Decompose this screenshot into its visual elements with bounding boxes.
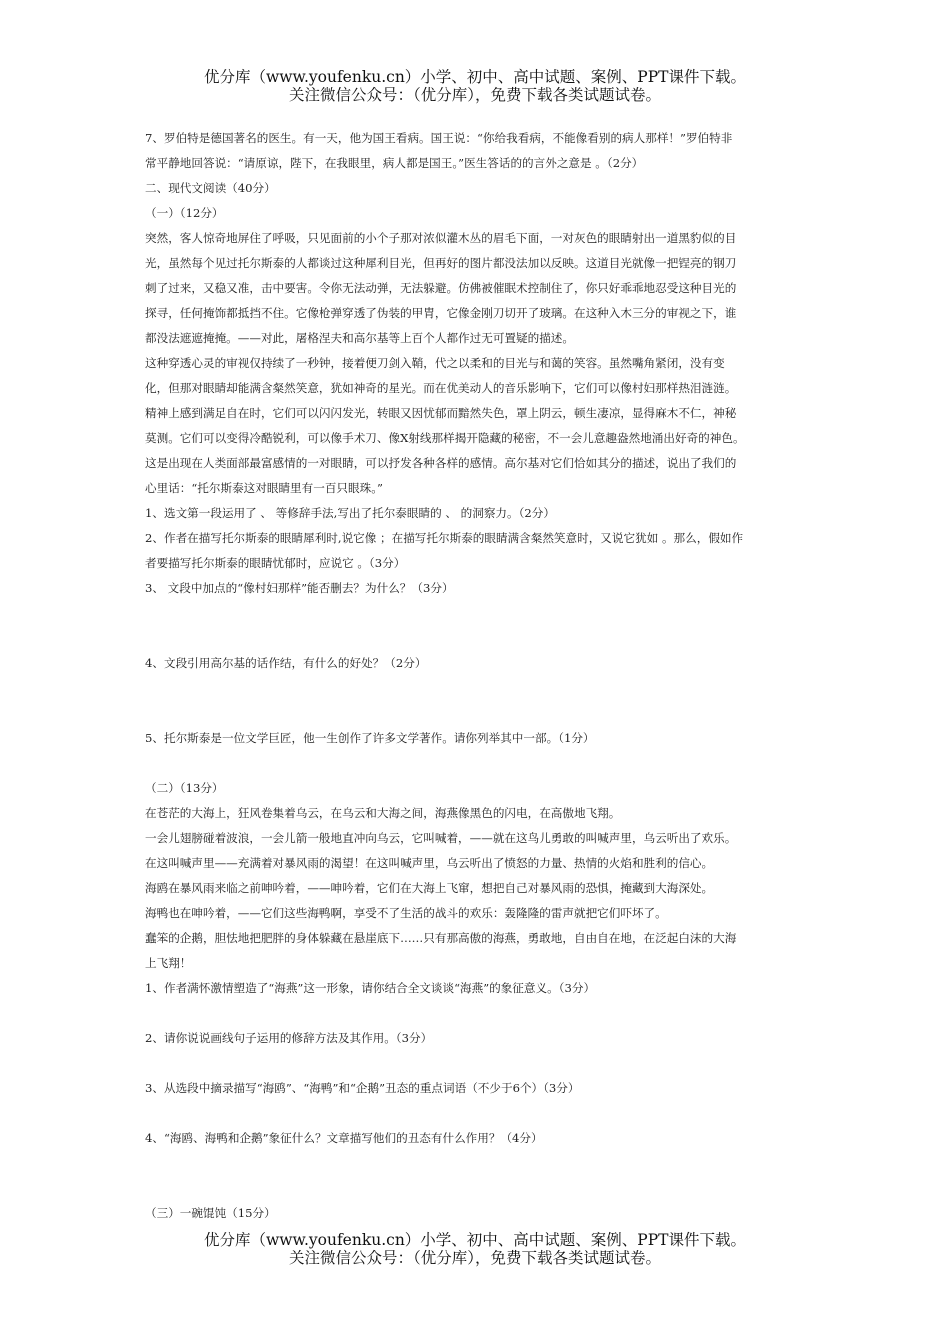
- passage1-line: 突然，客人惊奇地屏住了呼吸，只见面前的小个子那对浓似灌木丛的眉毛下面，一对灰色的眼睛射出一道黑豹似的目: [145, 231, 737, 245]
- part3-title: （三）一碗馄饨（15分）: [145, 1206, 276, 1220]
- page-footer: [0, 1231, 950, 1267]
- passage1-line: 光，虽然每个见过托尔斯泰的人都谈过这种犀利目光，但再好的图片都没法加以反映。这道目光就像一把锃亮的钢刀: [145, 256, 737, 270]
- part1-question-4: 4、文段引用高尔基的话作结，有什么的好处？（2分）: [145, 656, 427, 670]
- section2-title: 二、现代文阅读（40分）: [145, 181, 276, 195]
- passage2-line: 在苍茫的大海上，狂风卷集着乌云，在乌云和大海之间，海燕像黑色的闪电，在高傲地飞翔。: [145, 806, 621, 820]
- passage1-line: 这是出现在人类面部最富感情的一对眼睛，可以抒发各种各样的感情。高尔基对它们恰如其分的描述，说出了我们的: [145, 456, 737, 470]
- passage2-line: 蠢笨的企鹅，胆怯地把肥胖的身体躲藏在悬崖底下……只有那高傲的海燕，勇敢地，自由自在地，在泛起白沫的大海: [145, 931, 737, 945]
- passage1-line: 化，但那对眼睛却能满含粲然笑意，犹如神奇的星光。而在优美动人的音乐影响下，它们可以像村妇那样热泪涟涟。: [145, 381, 737, 395]
- passage1-line: 刺了过来，又稳又准，击中要害。令你无法动弹，无法躲避。仿佛被催眠术控制住了，你只好乖乖地忍受这种目光的: [145, 281, 737, 295]
- passage2-line: 海鸭也在呻吟着，——它们这些海鸭啊，享受不了生活的战斗的欢乐：轰隆隆的雷声就把它们吓坏了。: [145, 906, 667, 920]
- q7-line-1: 7、罗伯特是德国著名的医生。有一天，他为国王看病。国王说：“你给我看病，不能像看别的病人那样！”罗伯特非: [145, 131, 733, 145]
- part2-question-1: 1、作者满怀激情塑造了“海燕”这一形象，请你结合全文谈谈“海燕”的象征意义。（3分）: [145, 981, 596, 995]
- part2-question-2: 2、请你说说画线句子运用的修辞方法及其作用。（3分）: [145, 1031, 433, 1045]
- passage1-line: 探寻，任何掩饰都抵挡不住。它像枪弹穿透了伪装的甲胄，它像金刚刀切开了玻璃。在这种入木三分的审视之下，谁: [145, 306, 737, 320]
- document-body: [145, 126, 815, 1226]
- answer-space: [145, 751, 815, 776]
- passage1-line: 这种穿透心灵的审视仅持续了一秒钟，接着便刀剑入鞘，代之以柔和的目光与和蔼的笑容。虽然嘴角紧闭，没有变: [145, 356, 725, 370]
- answer-space: [145, 1101, 815, 1126]
- part2-question-4: 4、“海鸥、海鸭和企鹅”象征什么？文章描写他们的丑态有什么作用？（4分）: [145, 1131, 543, 1145]
- part1-question-5: 5、托尔斯泰是一位文学巨匠，他一生创作了许多文学著作。请你列举其中一部。（1分）: [145, 731, 595, 745]
- passage2-line: 海鸥在暴风雨来临之前呻吟着，——呻吟着，它们在大海上飞窜，想把自己对暴风雨的恐惧，掩藏到大海深处。: [145, 881, 714, 895]
- part1-question-2-line-2: 者要描写托尔斯泰的眼睛忧郁时，应说它 。（3分）: [145, 556, 406, 570]
- passage1-line: 精神上感到满足自在时，它们可以闪闪发光，转眼又因忧郁而黯然失色，罩上阴云，顿生凄凉，显得麻木不仁，神秘: [145, 406, 737, 420]
- part2-question-3: 3、从选段中摘录描写“海鸥”、“海鸭”和“企鹅”丑态的重点词语（不少于6个）（3分）: [145, 1081, 580, 1095]
- part1-question-2-line-1: 2、作者在描写托尔斯泰的眼睛犀利时,说它像 ；在描写托尔斯泰的眼睛满含粲然笑意时，又说它犹如 。那么，假如作: [145, 531, 744, 545]
- answer-space: [145, 1001, 815, 1026]
- passage1-line: 莫测。它们可以变得冷酷锐利，可以像手术刀、像X射线那样揭开隐藏的秘密，不一会儿意趣盎然地涌出好奇的神色。: [145, 431, 745, 445]
- q7-line-2: 常平静地回答说：“请原谅，陛下，在我眼里，病人都是国王。”医生答话的的言外之意是 。（2分）: [145, 156, 644, 170]
- answer-space: [145, 1151, 815, 1201]
- answer-space: [145, 601, 815, 651]
- header-line-1: 优分库（www.youfenku.cn）小学、初中、高中试题、案例、PPT课件下载。: [203, 68, 747, 86]
- part1-question-3: 3、 文段中加点的“像村妇那样”能否删去？为什么？（3分）: [145, 581, 454, 595]
- page-header: [0, 68, 950, 104]
- part1-title: （一）（12分）: [145, 206, 224, 220]
- passage1-line: 都没法遮遮掩掩。——对此，屠格涅夫和高尔基等上百个人都作过无可置疑的描述。: [145, 331, 574, 345]
- passage1-line: 心里话：“托尔斯泰这对眼睛里有一百只眼珠。”: [145, 481, 383, 495]
- part2-title: （二）（13分）: [145, 781, 224, 795]
- part1-question-1: 1、选文第一段运用了 、 等修辞手法,写出了托尔泰眼睛的 、 的洞察力。（2分）: [145, 506, 555, 520]
- footer-line-2: 关注微信公众号：（优分库），免费下载各类试题试卷。: [288, 1249, 661, 1267]
- answer-space: [145, 1051, 815, 1076]
- passage2-line: 上飞翔！: [145, 956, 192, 970]
- footer-line-1: 优分库（www.youfenku.cn）小学、初中、高中试题、案例、PPT课件下载。: [203, 1231, 747, 1249]
- passage2-line: 一会儿翅膀碰着波浪，一会儿箭一般地直冲向乌云，它叫喊着，——就在这鸟儿勇敢的叫喊声里，乌云听出了欢乐。: [145, 831, 737, 845]
- header-line-2: 关注微信公众号：（优分库），免费下载各类试题试卷。: [288, 86, 661, 104]
- passage2-line: 在这叫喊声里——充满着对暴风雨的渴望！在这叫喊声里，乌云听出了愤怒的力量、热情的火焰和胜利的信心。: [145, 856, 714, 870]
- answer-space: [145, 676, 815, 726]
